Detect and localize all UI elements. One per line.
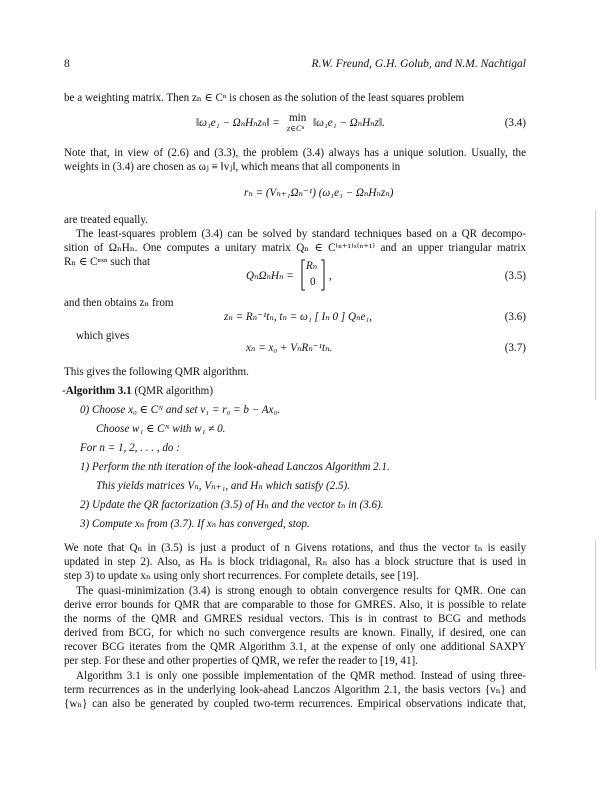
algorithm-step: 2) Update the QR factorization (3.5) of Hₙ and the vector tₙ in (3.6). xyxy=(80,499,384,511)
body-text-line: {wₙ} can also be generated by coupled two-term recurrences. Empirical observations indicate that, xyxy=(64,698,526,710)
running-header-authors: R.W. Freund, G.H. Golub, and N.M. Nachtigal xyxy=(311,58,526,70)
body-text-line: The quasi-minimization (3.4) is strong enough to obtain convergence results for QMR. One can xyxy=(76,585,526,597)
equation-3-4-min-subscript: z∈Cⁿ xyxy=(287,124,304,133)
algorithm-step: 3) Compute xₙ from (3.7). If xₙ has converged, stop. xyxy=(80,518,310,530)
body-text-line: per step. For these and other properties of QMR, we refer the reader to [19, 41]. xyxy=(64,655,418,667)
equation-residual-rn: rₙ = (Vₙ₊₁Ωₙ⁻¹) (ω₁e₁ − ΩₙHₙzₙ) xyxy=(244,187,394,199)
body-text-line: The least-squares problem (3.4) can be solved by standard techniques based on a QR decompo- xyxy=(76,228,526,240)
equation-3-6: zₙ = Rₙ⁻¹tₙ, tₙ = ω₁ [ Iₙ 0 ] Qₙe₁, xyxy=(224,311,373,323)
algorithm-heading xyxy=(62,384,213,398)
body-text-line: the norms of the QMR and GMRES residual vectors. This is in contrast to BCG and methods xyxy=(64,613,526,625)
body-text-line: derived from BCG, for which no such convergence results are known. Finally, if desired, one can xyxy=(64,627,526,639)
equation-number-3-7: (3.7) xyxy=(504,342,526,354)
body-text-line: Algorithm 3.1 is only one possible implementation of the QMR method. Instead of using three- xyxy=(76,670,526,682)
equation-number-3-6: (3.6) xyxy=(504,311,526,323)
body-text-line: recover BCG iterates from the QMR Algorithm 3.1, at the expense of only one additional SAXPY xyxy=(64,641,526,653)
equation-3-5-top-entry: Rₙ xyxy=(306,260,318,272)
body-text-line: are treated equally. xyxy=(64,214,148,226)
page-number: 8 xyxy=(64,58,70,70)
body-text-line: Note that, in view of (2.6) and (3.3), the problem (3.4) always has a unique solution. Usually, the xyxy=(64,147,526,159)
algorithm-dash-mark: - xyxy=(62,385,66,397)
algorithm-subtitle: (QMR algorithm) xyxy=(134,385,214,397)
algorithm-step: Choose w₁ ∈ Cᴺ with w₁ ≠ 0. xyxy=(96,423,226,435)
scan-edge-mark xyxy=(595,540,596,670)
equation-3-4-lhs: ‖ω₁e₁ − ΩₙHₙzₙ‖ = xyxy=(196,117,280,129)
algorithm-step: 1) Perform the nth iteration of the look-ahead Lanczos Algorithm 2.1. xyxy=(80,461,390,473)
algorithm-step: For n = 1, 2, . . . , do : xyxy=(80,442,180,454)
body-text-line: sition of ΩₙHₙ. One computes a unitary matrix Qₙ ∈ C⁽ⁿ⁺¹⁾ˣ⁽ⁿ⁺¹⁾ and an upper triangular matrix xyxy=(64,242,526,254)
body-text-line: Rₙ ∈ Cⁿˣⁿ such that xyxy=(64,256,151,268)
body-text-line: We note that Qₙ in (3.5) is just a product of n Givens rotations, and thus the vector tₙ is easily xyxy=(64,542,526,554)
equation-3-5-bottom-entry: 0 xyxy=(310,276,316,288)
body-text-line: and then obtains zₙ from xyxy=(64,297,174,309)
equation-3-5-lhs: QₙΩₙHₙ = xyxy=(246,270,294,282)
body-text-line: which gives xyxy=(76,330,130,342)
equation-3-4-min: min xyxy=(289,112,307,124)
equation-3-7: xₙ = x₀ + VₙRₙ⁻¹tₙ. xyxy=(246,342,333,354)
equation-number-3-4: (3.4) xyxy=(504,117,526,129)
equation-3-5-trail: , xyxy=(329,270,332,282)
body-text-line: derive error bounds for QMR that are comparable to those for GMRES. Also, it is possible to relate xyxy=(64,599,526,611)
equation-3-4-rhs: ‖ω₁e₁ − ΩₙHₙz‖. xyxy=(313,117,385,129)
algorithm-title: Algorithm 3.1 xyxy=(65,385,132,397)
body-text-line: be a weighting matrix. Then zₙ ∈ Cⁿ is chosen as the solution of the least squares problem xyxy=(64,92,465,104)
body-text-line: term recurrences as in the underlying look-ahead Lanczos Algorithm 2.1, the basis vectors {vₙ} and xyxy=(64,684,526,696)
equation-number-3-5: (3.5) xyxy=(504,270,526,282)
body-text-line: step 3) to update xₙ using only short recurrences. For complete details, see [19]. xyxy=(64,570,419,582)
body-text-line: updated in step 2). Also, as Hₙ is block tridiagonal, Rₙ also has a block structure that is used in xyxy=(64,556,526,568)
body-text-line: weights in (3.4) are chosen as ωⱼ ≡ ‖vⱼ‖, which means that all components in xyxy=(64,161,401,173)
algorithm-step: 0) Choose x₀ ∈ Cᴺ and set v₁ = r₀ = b − Ax₀. xyxy=(80,404,281,416)
algorithm-step: This yields matrices Vₙ, Vₙ₊₁, and Hₙ which satisfy (2.5). xyxy=(96,480,350,492)
body-text-line: This gives the following QMR algorithm. xyxy=(64,366,249,378)
scan-edge-mark xyxy=(595,210,596,400)
